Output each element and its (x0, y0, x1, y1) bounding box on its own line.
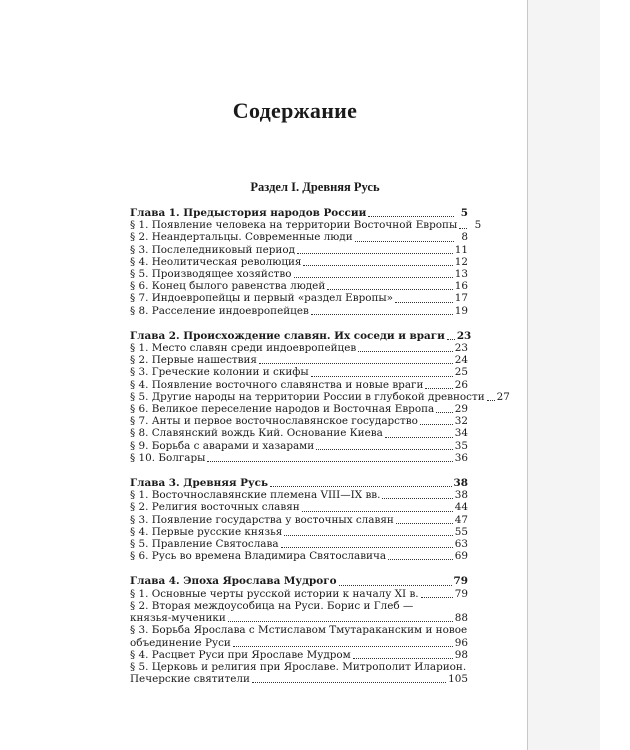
page-number: 38 (454, 489, 468, 502)
page-number: 36 (454, 451, 468, 464)
toc-entry[interactable] (130, 292, 468, 304)
dot-leader (311, 375, 453, 377)
entry-line (130, 673, 468, 685)
entry-title: § 1. Основные черты русской истории к началу XI в. (130, 587, 419, 600)
entry-title: § 2. Религия восточных славян (130, 501, 300, 514)
chapter-heading[interactable] (130, 207, 468, 219)
toc-entry[interactable] (130, 268, 468, 280)
dot-leader (420, 423, 453, 425)
toc-entry[interactable] (130, 231, 468, 243)
dot-leader (355, 240, 454, 242)
entry-title-continued: Печерские святители (130, 673, 250, 686)
dot-leader (447, 338, 455, 340)
toc-entry-multiline[interactable] (130, 661, 468, 685)
entry-title: § 5. Правление Святослава (130, 538, 279, 551)
entry-title: § 3. Борьба Ярослава с Мстиславом Тмутараканским и новое (130, 624, 468, 637)
dot-leader (297, 252, 453, 254)
dot-leader (353, 657, 453, 659)
dot-leader (421, 596, 453, 598)
page-number: 16 (454, 280, 468, 293)
chapter-1 (130, 207, 482, 317)
toc-entry[interactable] (130, 366, 468, 378)
chapter-heading[interactable] (130, 575, 468, 587)
dot-leader (302, 510, 453, 512)
dot-leader (382, 497, 452, 499)
entry-title: § 8. Расселение индоевропейцев (130, 304, 309, 317)
chapter-2 (130, 329, 510, 464)
dot-leader (436, 411, 453, 413)
toc-entry[interactable] (130, 256, 468, 268)
entry-title: § 7. Анты и первое восточнославянское государство (130, 415, 418, 428)
toc-entry[interactable] (130, 354, 468, 366)
toc-entry[interactable] (130, 305, 468, 317)
dot-leader (233, 645, 453, 647)
toc-entry[interactable] (130, 280, 468, 292)
toc-entry[interactable] (130, 342, 468, 354)
chapter-3 (130, 477, 468, 562)
toc-entry[interactable] (130, 501, 468, 513)
entry-title: § 1. Появление человека на территории Восточной Европы (130, 219, 458, 232)
dot-leader (487, 399, 495, 401)
page-number: 23 (456, 329, 472, 342)
dot-leader (425, 387, 452, 389)
entry-title: § 1. Восточнославянские племена VIII—IX вв. (130, 489, 381, 502)
page-number: 19 (454, 304, 468, 317)
entry-title: § 4. Появление восточного славянства и новые враги (130, 378, 424, 391)
dot-leader (395, 301, 453, 303)
entry-title: § 2. Вторая междоусобица на Руси. Борис и Глеб — (130, 599, 414, 612)
entry-line (130, 600, 468, 612)
toc-entry-multiline[interactable] (130, 624, 468, 648)
page-number: 105 (448, 673, 468, 686)
dot-leader (459, 227, 467, 229)
page-number: 63 (454, 538, 468, 551)
page-number: 12 (454, 255, 468, 268)
dot-leader (327, 288, 453, 290)
toc-entry[interactable] (130, 440, 468, 452)
toc-entry[interactable] (130, 514, 468, 526)
entry-title: § 3. Появление государства у восточных славян (130, 513, 394, 526)
page-title: Содержание (232, 98, 358, 123)
table-of-contents (130, 207, 510, 698)
toc-entry[interactable] (130, 588, 468, 600)
entry-title: § 4. Неолитическая революция (130, 255, 302, 268)
entry-title: § 2. Первые нашествия (130, 354, 257, 367)
entry-title: § 6. Конец былого равенства людей (130, 280, 326, 293)
entry-title: § 7. Индоевропейцы и первый «раздел Европы» (130, 292, 394, 305)
entry-title: § 2. Неандертальцы. Современные люди (130, 231, 353, 244)
toc-entry[interactable] (130, 649, 468, 661)
chapter-heading[interactable] (130, 477, 468, 489)
dot-leader (252, 681, 446, 683)
page-number: 24 (454, 354, 468, 367)
entry-title: § 1. Место славян среди индоевропейцев (130, 342, 357, 355)
toc-entry[interactable] (130, 219, 482, 232)
entry-title-continued: объединение Руси (130, 636, 231, 649)
page-number: 26 (454, 378, 468, 391)
dot-leader (311, 313, 453, 315)
dot-leader (368, 215, 454, 217)
dot-leader (388, 558, 453, 560)
page-number: 47 (454, 513, 468, 526)
entry-title: § 5. Другие народы на территории России в глубокой древности (130, 390, 485, 403)
entry-line (130, 612, 468, 624)
entry-title: § 10. Болгары (130, 451, 206, 464)
entry-title: § 9. Борьба с аварами и хазарами (130, 439, 315, 452)
page-number: 79 (454, 587, 468, 600)
dot-leader (228, 620, 453, 622)
page-number: 27 (496, 390, 510, 403)
page-number: 96 (454, 636, 468, 649)
dot-leader (294, 276, 453, 278)
dot-leader (270, 485, 452, 487)
page-number: 5 (460, 207, 468, 219)
entry-title: § 3. Послеледниковый период (130, 243, 296, 256)
page-number: 5 (474, 219, 482, 232)
page-number: 8 (461, 231, 468, 244)
dot-leader (358, 350, 453, 352)
page-number: 25 (454, 366, 468, 379)
dot-leader (396, 522, 453, 524)
toc-entry[interactable] (130, 390, 510, 403)
entry-title: § 4. Расцвет Руси при Ярославе Мудром (130, 648, 351, 661)
dot-leader (281, 546, 453, 548)
dot-leader (284, 534, 452, 536)
dot-leader (207, 460, 452, 462)
dot-leader (303, 264, 452, 266)
page-number: 29 (454, 403, 468, 416)
toc-entry[interactable] (130, 244, 468, 256)
dot-leader (259, 362, 453, 364)
page-number: 38 (453, 477, 468, 490)
entry-title: § 3. Греческие колонии и скифы (130, 366, 309, 379)
entry-title: § 5. Производящее хозяйство (130, 268, 292, 281)
toc-entry[interactable] (130, 489, 468, 501)
page-number: 13 (454, 268, 468, 281)
page-number: 98 (454, 648, 468, 661)
toc-entry[interactable] (130, 415, 468, 427)
page-number: 32 (454, 415, 468, 428)
dot-leader (316, 448, 453, 450)
entry-title: § 8. Славянский вождь Кий. Основание Киева (130, 427, 383, 440)
page-number: 69 (454, 550, 468, 563)
toc-entry-multiline[interactable] (130, 600, 468, 624)
toc-entry[interactable] (130, 403, 468, 415)
toc-entry[interactable] (130, 452, 468, 464)
dot-leader (339, 584, 452, 586)
page-number: 79 (453, 575, 468, 588)
toc-entry[interactable] (130, 526, 468, 538)
page-number: 35 (454, 439, 468, 452)
chapter-heading[interactable] (130, 329, 472, 342)
page-number: 23 (454, 342, 468, 355)
chapter-4 (130, 575, 468, 685)
page-number: 11 (454, 243, 468, 256)
chapter-title: Глава 1. Предыстория народов России (130, 207, 367, 219)
entry-title: § 4. Первые русские князья (130, 525, 283, 538)
page-number: 17 (454, 292, 468, 305)
entry-line (130, 624, 468, 636)
toc-entry[interactable] (130, 379, 468, 391)
toc-entry[interactable] (130, 427, 468, 439)
page-number: 34 (454, 427, 468, 440)
entry-title-continued: князья-мученики (130, 612, 226, 625)
entry-title: § 5. Церковь и религия при Ярославе. Митрополит Иларион. (130, 660, 467, 673)
dot-leader (385, 436, 453, 438)
section-heading: Раздел I. Древняя Русь (250, 180, 380, 194)
chapter-title: Глава 2. Происхождение славян. Их соседи и враги (130, 329, 445, 342)
entry-title: § 6. Русь во времена Владимира Святославича (130, 550, 387, 563)
entry-title: § 6. Великое переселение народов и Восточная Европа (130, 403, 435, 416)
chapter-title: Глава 3. Древняя Русь (130, 477, 269, 490)
chapter-title: Глава 4. Эпоха Ярослава Мудрого (130, 575, 337, 588)
toc-entry[interactable] (130, 550, 468, 562)
entry-line (130, 661, 468, 673)
page-number: 88 (454, 612, 468, 625)
page-number: 44 (454, 501, 468, 514)
toc-entry[interactable] (130, 538, 468, 550)
page-number: 55 (454, 525, 468, 538)
entry-line (130, 637, 468, 649)
